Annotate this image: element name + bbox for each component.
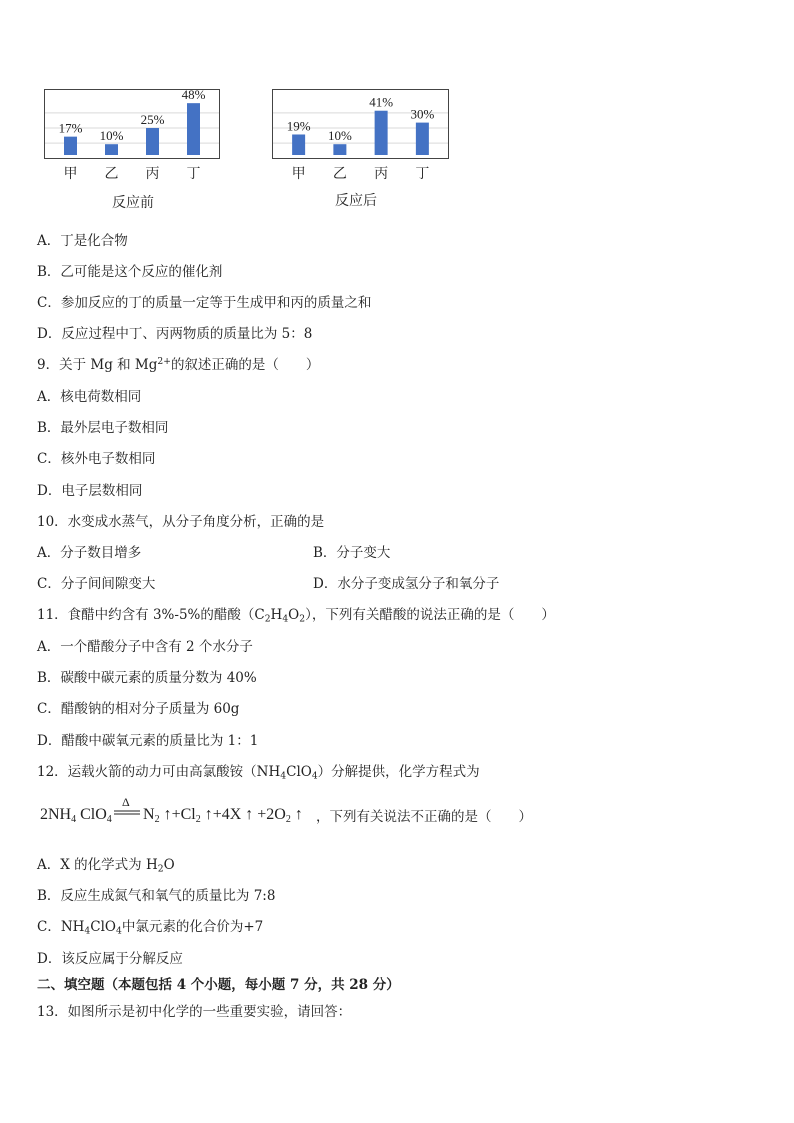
category-label-1: 乙 xyxy=(332,166,347,182)
bar-2 xyxy=(146,128,159,155)
data-label-3: 30% xyxy=(410,106,435,122)
section-2-title: 二、填空题（本题包括 4 个小题，每小题 7 分，共 28 分） xyxy=(37,977,400,993)
category-label-0: 甲 xyxy=(291,166,306,182)
category-label-1: 乙 xyxy=(104,166,119,182)
data-label-0: 19% xyxy=(286,118,311,134)
bar-1 xyxy=(333,144,346,155)
q11-option-a: A．一个醋酸分子中含有 2 个水分子 xyxy=(37,639,253,655)
data-label-1: 10% xyxy=(327,128,352,144)
q11-option-d: D．醋酸中碳氧元素的质量比为 1：1 xyxy=(37,733,259,749)
q12-stem: 12．运载火箭的动力可由高氯酸铵$(NH_4ClO_4)$分解提供，化学方程式为 xyxy=(37,764,480,782)
equation-heat-symbol: Δ xyxy=(122,795,130,809)
q10-option-c: C．分子间间隙变大 xyxy=(37,576,156,592)
category-label-2: 丙 xyxy=(374,166,389,182)
chart-after xyxy=(272,89,449,182)
chart-before-caption: 反应前 xyxy=(112,195,154,211)
category-label-3: 丁 xyxy=(415,166,430,182)
data-label-3: 48% xyxy=(181,87,206,103)
q11-stem: 11．食醋中约含有 3%-5%的醋酸$(C_2H_4O_2)$，下列有关醋酸的说法正确的是（ ） xyxy=(37,607,555,625)
q8-option-a: A．丁是化合物 xyxy=(37,233,128,249)
q10-option-a: A．分子数目增多 xyxy=(37,545,142,561)
bar-3 xyxy=(187,103,200,155)
q12-equation-tail: ，下列有关说法不正确的是（ ） xyxy=(316,809,532,825)
q9-option-d: D．电子层数相同 xyxy=(37,483,143,499)
chart-after-caption: 反应后 xyxy=(335,193,377,209)
q12-option-c: C．$NH_4ClO_4$中氯元素的化合价为+7 xyxy=(37,919,264,937)
bar-0 xyxy=(64,137,77,155)
bar-2 xyxy=(375,111,388,155)
q12-chemical-equation xyxy=(40,792,780,828)
q10-option-b: B．分子变大 xyxy=(313,545,391,561)
category-label-0: 甲 xyxy=(63,166,78,182)
q10-stem: 10．水变成水蒸气，从分子角度分析，正确的是 xyxy=(37,514,325,530)
data-label-2: 25% xyxy=(140,112,165,127)
svg-text:N2 ↑+Cl2 ↑+4X ↑ +2O2 ↑: N2 ↑+Cl2 ↑+4X ↑ +2O2 ↑ xyxy=(143,806,303,825)
q12-option-b: B．反应生成氮气和氧气的质量比为 7:8 xyxy=(37,888,276,904)
q8-option-c: C．参加反应的丁的质量一定等于生成甲和丙的质量之和 xyxy=(37,295,372,311)
category-label-3: 丁 xyxy=(186,166,201,182)
bar-3 xyxy=(416,123,429,155)
bar-chart-before xyxy=(44,87,220,182)
bar-0 xyxy=(292,134,305,155)
q9-option-b: B．最外层电子数相同 xyxy=(37,420,169,436)
bar-1 xyxy=(105,144,118,155)
data-label-0: 17% xyxy=(58,120,83,136)
data-label-1: 10% xyxy=(99,128,124,144)
chart-before xyxy=(44,87,220,182)
q9-stem: 9．关于 Mg 和 $Mg^{2+}$的叙述正确的是（ ） xyxy=(37,355,320,373)
q12-option-a: A．X 的化学式为 $H_2O$ xyxy=(37,857,175,875)
data-label-2: 41% xyxy=(369,94,394,110)
q11-option-c: C．醋酸钠的相对分子质量为 60g xyxy=(37,701,240,717)
q9-option-a: A．核电荷数相同 xyxy=(37,389,142,405)
q8-option-b: B．乙可能是这个反应的催化剂 xyxy=(37,264,223,280)
bar-chart-after xyxy=(272,89,449,182)
q11-option-b: B．碳酸中碳元素的质量分数为 40% xyxy=(37,670,257,686)
q13-stem: 13．如图所示是初中化学的一些重要实验，请回答： xyxy=(37,1004,352,1020)
q12-option-d: D．该反应属于分解反应 xyxy=(37,951,183,967)
category-label-2: 丙 xyxy=(145,166,160,182)
q10-option-d: D．水分子变成氢分子和氧分子 xyxy=(313,576,500,592)
q8-option-d: D．反应过程中丁、丙两物质的质量比为 5：8 xyxy=(37,326,313,342)
svg-text:2NH4 ClO4: 2NH4 ClO4 xyxy=(40,806,112,825)
q9-option-c: C．核外电子数相同 xyxy=(37,451,156,467)
